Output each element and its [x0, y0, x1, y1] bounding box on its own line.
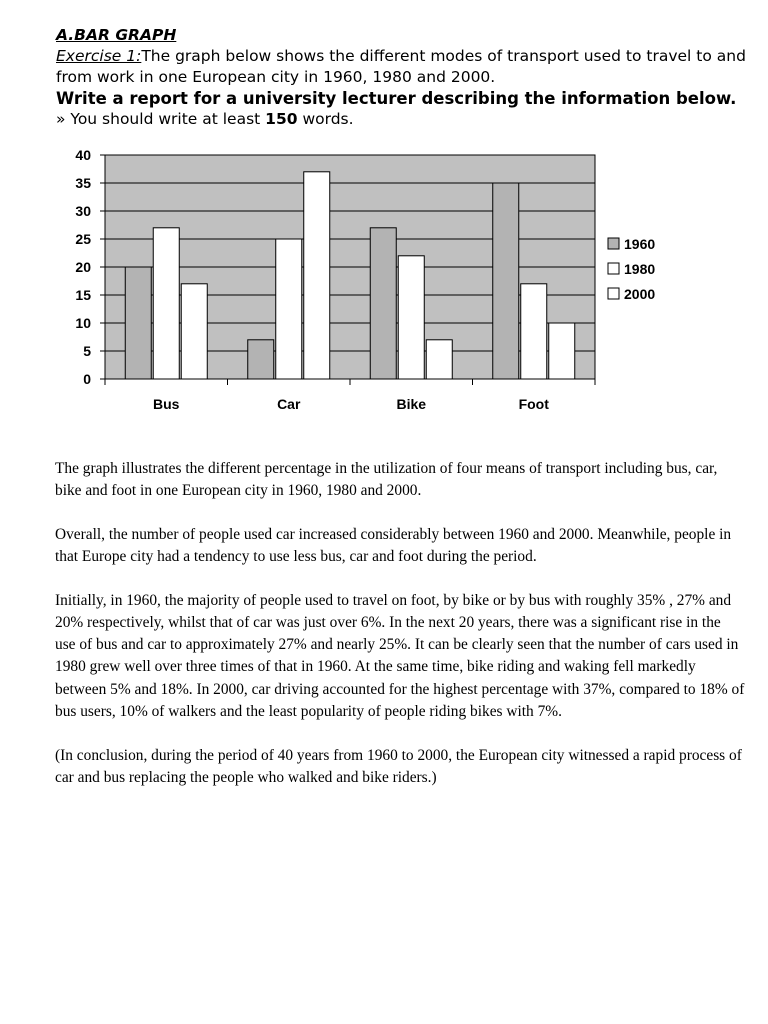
y-tick-label: 25: [75, 231, 91, 247]
legend-label-2000: 2000: [624, 286, 656, 302]
y-tick-label: 10: [75, 315, 91, 331]
bar-car-1980: [276, 239, 302, 379]
paragraph-conclusion: (In conclusion, during the period of 40 years from 1960 to 2000, the European city witnessed a rapid process of car and bus replacing the people who walked and bike riders.): [55, 746, 742, 786]
y-tick-label: 30: [75, 203, 91, 219]
bar-car-2000: [304, 172, 330, 379]
legend-swatch-2000: [608, 288, 619, 299]
bar-bus-2000: [181, 284, 207, 379]
legend-swatch-1960: [608, 238, 619, 249]
bar-bike-1960: [370, 228, 396, 379]
word-suffix: words.: [297, 110, 354, 128]
bar-bike-2000: [426, 340, 452, 379]
y-tick-label: 15: [75, 287, 91, 303]
exercise-label: Exercise 1:: [56, 47, 142, 65]
x-tick-label: Bus: [153, 396, 180, 412]
bar-foot-1960: [493, 183, 519, 379]
y-tick-label: 5: [83, 343, 91, 359]
y-tick-label: 35: [75, 175, 91, 191]
x-tick-label: Bike: [396, 396, 427, 412]
y-tick-label: 0: [83, 371, 91, 387]
section-title: A.BAR GRAPH: [56, 26, 177, 44]
instruction: Write a report for a university lecturer describing the information below.: [56, 89, 737, 108]
report-text: [55, 458, 745, 810]
bar-chart: [60, 140, 680, 425]
word-count: 150: [265, 110, 298, 128]
paragraph-intro: The graph illustrates the different percentage in the utilization of four means of transport including bus, car, bike and foot in one European city in 1960, 1980 and 2000.: [55, 460, 718, 500]
legend-swatch-1980: [608, 263, 619, 274]
x-tick-label: Car: [277, 396, 301, 412]
paragraph-overview: Overall, the number of people used car increased considerably between 1960 and 2000. Meanwhile, people in that Europe city had a tendency to use less bus, car and foot during the period.: [55, 525, 732, 566]
bar-car-1960: [248, 340, 274, 379]
y-tick-label: 40: [75, 147, 91, 163]
bar-foot-1980: [521, 284, 547, 379]
exercise-text: The graph below shows the different modes of transport used to travel to and from work in one European city in 1960, 1980 and 2000.: [56, 47, 746, 86]
x-tick-label: Foot: [518, 396, 549, 412]
bar-bus-1980: [153, 228, 179, 379]
bar-bike-1980: [398, 256, 424, 379]
word-requirement: [56, 109, 756, 130]
legend-label-1960: 1960: [624, 236, 656, 252]
y-tick-label: 20: [75, 259, 91, 275]
exercise-header: [56, 25, 756, 130]
legend-label-1980: 1980: [624, 261, 656, 277]
bar-bus-1960: [125, 267, 151, 379]
bar-foot-2000: [549, 323, 575, 379]
word-prefix: » You should write at least: [56, 110, 266, 128]
paragraph-details: Initially, in 1960, the majority of people used to travel on foot, by bike or by bus with roughly 35% , 27% and 20% respectively, whilst that of car was just over 6%. In the next 20 years, there was a significant rise in the use of bus and car to approximately 27% and nearly 25%. It can be clearly seen that the number of cars used in 1980 grew well over three times of that in 1960. At the same time, bike riding and waking fell markedly between 5% and 18%. In 2000, car driving accounted for the highest percentage with 37%, compared to 18% of bus users, 10% of walkers and the least popularity of people riding bikes with 7%.: [55, 591, 745, 720]
exercise-description: [56, 46, 756, 88]
